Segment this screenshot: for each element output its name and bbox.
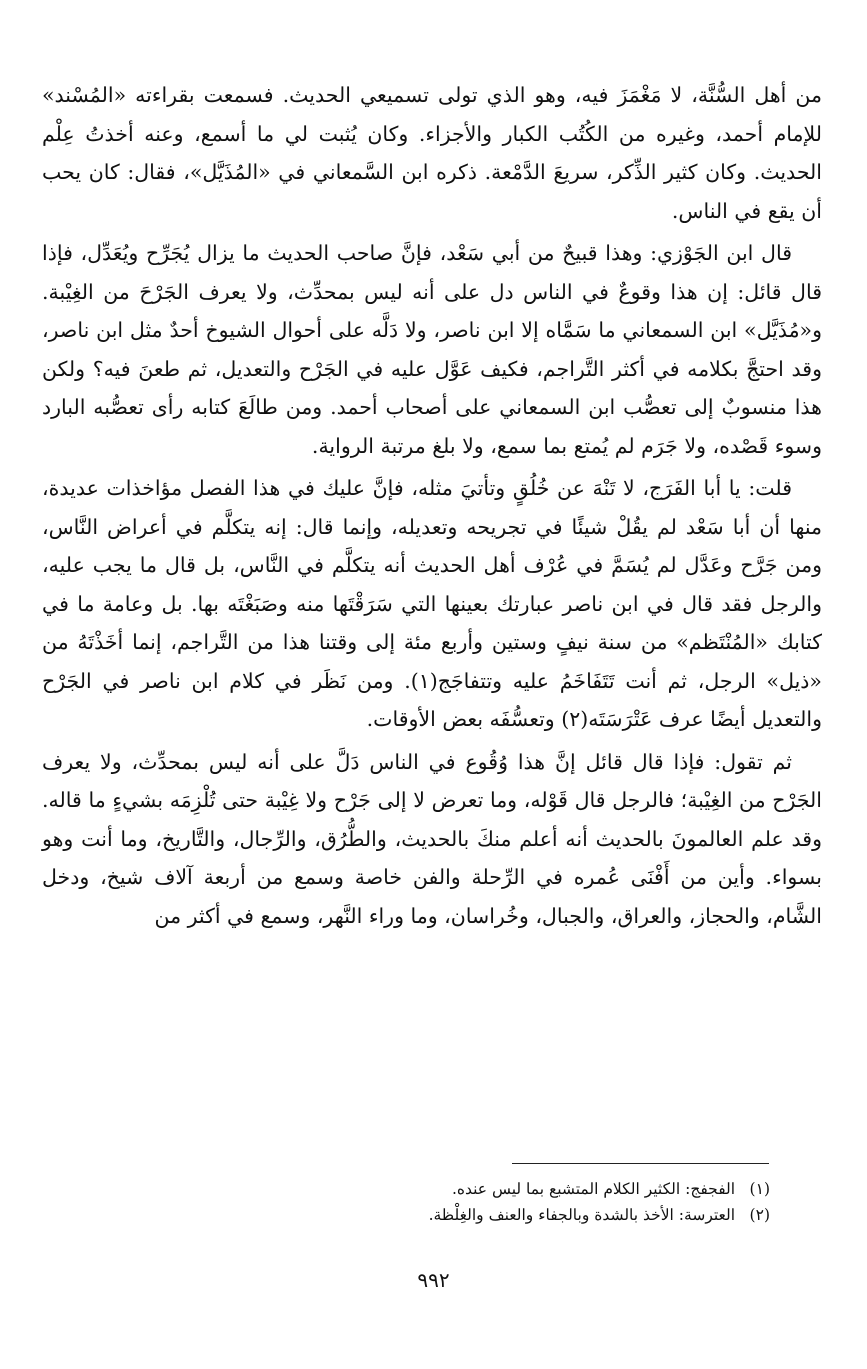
page-number: ٩٩٢ [417, 1268, 450, 1292]
footnotes [300, 1176, 770, 1228]
footnote-1 [300, 1176, 770, 1202]
footnote-2 [300, 1202, 770, 1228]
main-text [42, 76, 822, 935]
footnote-number: (٢) [749, 1206, 770, 1224]
paragraph-2: قال ابن الجَوْزي: وهذا قبيحٌ من أبي سَعْد، فإنَّ صاحب الحديث ما يزال يُجَرِّح ويُعَدِّل، فإذا قال قائل: إن هذا وقوعٌ في الناس دل على أنه ليس بمحدِّث، ولا يعرف الجَرْحَ من الغِيْبة. و«مُذَيَّل» ابن السمعاني ما سَمَّاه إلا ابن ناصر، ولا دَلَّه على أحوال الشيوخ أحدٌ مثل ابن ناصر، وقد احتجَّ بكلامه في أكثر التَّراجم، فكيف عَوَّل عليه في الجَرْح والتعديل، ثم طعنَ فيه؟ ولكن هذا منسوبٌ إلى تعصُّب ابن السمعاني على أصحاب أحمد. ومن طالَعَ كتابه رأى تعصُّبه البارد وسوء قَصْده، ولا جَرَم لم يُمتع بما سمع، ولا بلغ مرتبة الرواية. [42, 241, 822, 458]
footnote-text: الفجفج: الكثير الكلام المتشبع بما ليس عنده. [451, 1180, 736, 1198]
paragraph-1: من أهل السُّنَّة، لا مَغْمَزَ فيه، وهو الذي تولى تسميعي الحديث. فسمعت بقراءته «المُسْند» للإمام أحمد، وغيره من الكُتُب الكبار والأجزاء. وكان يُثبت لي ما أسمع، وعنه أخذتُ عِلْم الحديث. وكان كثير الذِّكر، سريعَ الدَّمْعة. ذكره ابن السَّمعاني في «المُذَيَّل»، فقال: كان يحب أن يقع في الناس. [42, 83, 822, 223]
footnote-number: (١) [749, 1180, 770, 1198]
paragraph-3: قلت: يا أبا الفَرَج، لا تَنْهَ عن خُلُقٍ وتأتيَ مثله، فإنَّ عليك في هذا الفصل مؤاخذات عديدة، منها أن أبا سَعْد لم يقُلْ شيئًا في تجريحه وتعديله، وإنما قال: إنه يتكلَّم في أعراض النَّاس، ومن جَرَّح وعَدَّل لم يُسَمَّ في عُرْف أهل الحديث أنه يتكلَّم في النَّاس، بل قال ما يجب عليه، والرجل فقد قال في ابن ناصر عبارتك بعينها التي سَرَقْتَها منه وصَبَغْتَه بها. بل وعامة ما في كتابك «المُنْتَظم» من سنة نيفٍ وستين وأربع مئة إلى وقتنا هذا من التَّراجم، إنما أخَذْتَهُ من «ذيل» الرجل، ثم أنت تَتَفَاخَمُ عليه وتتفاجَج(١). ومن نَظَر في كلام ابن ناصر في الجَرْح والتعديل أيضًا عرف عَتْرَسَتَه(٢) وتعسُّفَه بعض الأوقات. [42, 476, 822, 731]
paragraph-4: ثم تقول: فإذا قال قائل إنَّ هذا وُقُوع في الناس دَلَّ على أنه ليس بمحدِّث، ولا يعرف الجَرْح من الغِيْبة؛ فالرجل قال قَوْله، وما تعرض لا إلى جَرْح ولا غِيْبة حتى تُلْزِمَه بشيءٍ ما قاله. وقد علم العالمونَ بالحديث أنه أعلم منكَ بالحديث، والطُّرُق، والرِّجال، والتَّاريخ، وما أنت وهو بسواء. وأين من أَفْنَى عُمره في الرِّحلة والفن خاصة وسمع من أربعة آلاف شيخ، ودخل الشَّام، والحجاز، والعراق، والجبال، وخُراسان، وما وراء النَّهر، وسمع في أكثر من [42, 749, 822, 928]
footnote-separator [512, 1163, 769, 1164]
footnote-text: العترسة: الأخذ بالشدة وبالجفاء والعنف والغِلْظة. [428, 1206, 736, 1224]
